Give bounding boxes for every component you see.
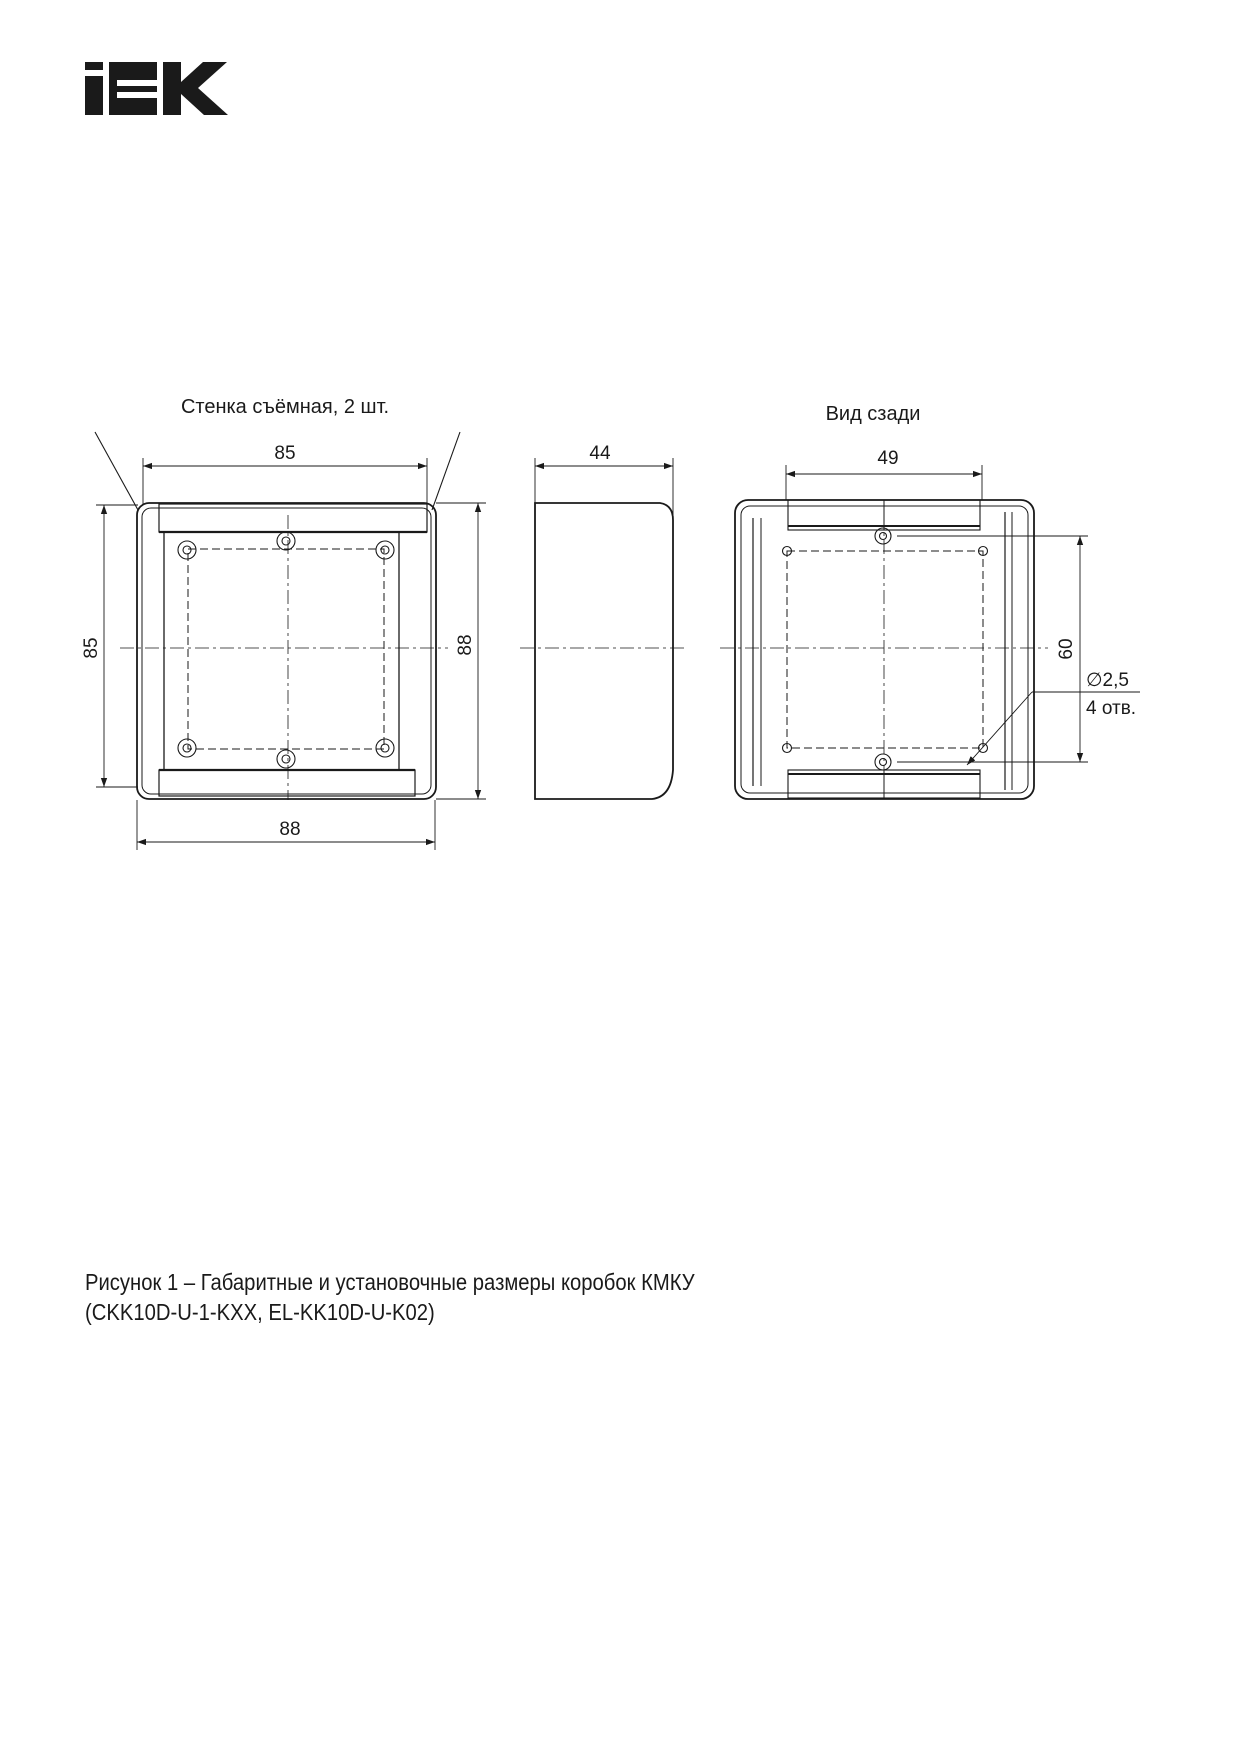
screw-hole [277, 750, 295, 768]
iek-logo [85, 62, 228, 115]
front-view [95, 432, 486, 850]
dim-value-bottom: 88 [279, 819, 301, 840]
screw-hole [178, 541, 196, 559]
mounting-rectangle [787, 551, 983, 748]
figure-caption [85, 1267, 1053, 1327]
dim-value-top: 49 [877, 448, 899, 469]
removable-wall-label: Стенка съёмная, 2 шт. [180, 396, 390, 418]
mounting-rectangle [188, 549, 384, 749]
box-side-profile [535, 503, 673, 799]
leader-line [967, 692, 1032, 765]
dim-value-right: 88 [455, 634, 476, 656]
hole-count-label: 4 отв. [1086, 698, 1137, 719]
screw-hole [376, 739, 394, 757]
inner-panel [164, 532, 399, 770]
caption-line-2: (CKK10D-U-1-KXX, EL-KK10D-U-K02) [85, 1299, 435, 1325]
screw-hole [178, 739, 196, 757]
screw-hole [875, 754, 891, 770]
dim-value-top: 85 [274, 443, 296, 464]
dim-value-depth: 44 [589, 443, 611, 464]
caption-line-1: Рисунок 1 – Габаритные и установочные размеры коробок КМКУ [85, 1269, 695, 1295]
rear-view-title: Вид сзади [825, 403, 921, 425]
dim-value-left: 85 [81, 637, 102, 659]
screw-hole [277, 532, 295, 550]
removable-wall-bottom [159, 770, 415, 796]
callout-line-left [95, 432, 138, 510]
screw-hole [376, 541, 394, 559]
box-inner [741, 506, 1028, 793]
rear-view [720, 465, 1140, 799]
side-view [520, 458, 685, 799]
hole-diameter-label: ∅2,5 [1086, 670, 1129, 691]
callout-line-right [432, 432, 460, 510]
dim-value-right: 60 [1056, 638, 1077, 660]
